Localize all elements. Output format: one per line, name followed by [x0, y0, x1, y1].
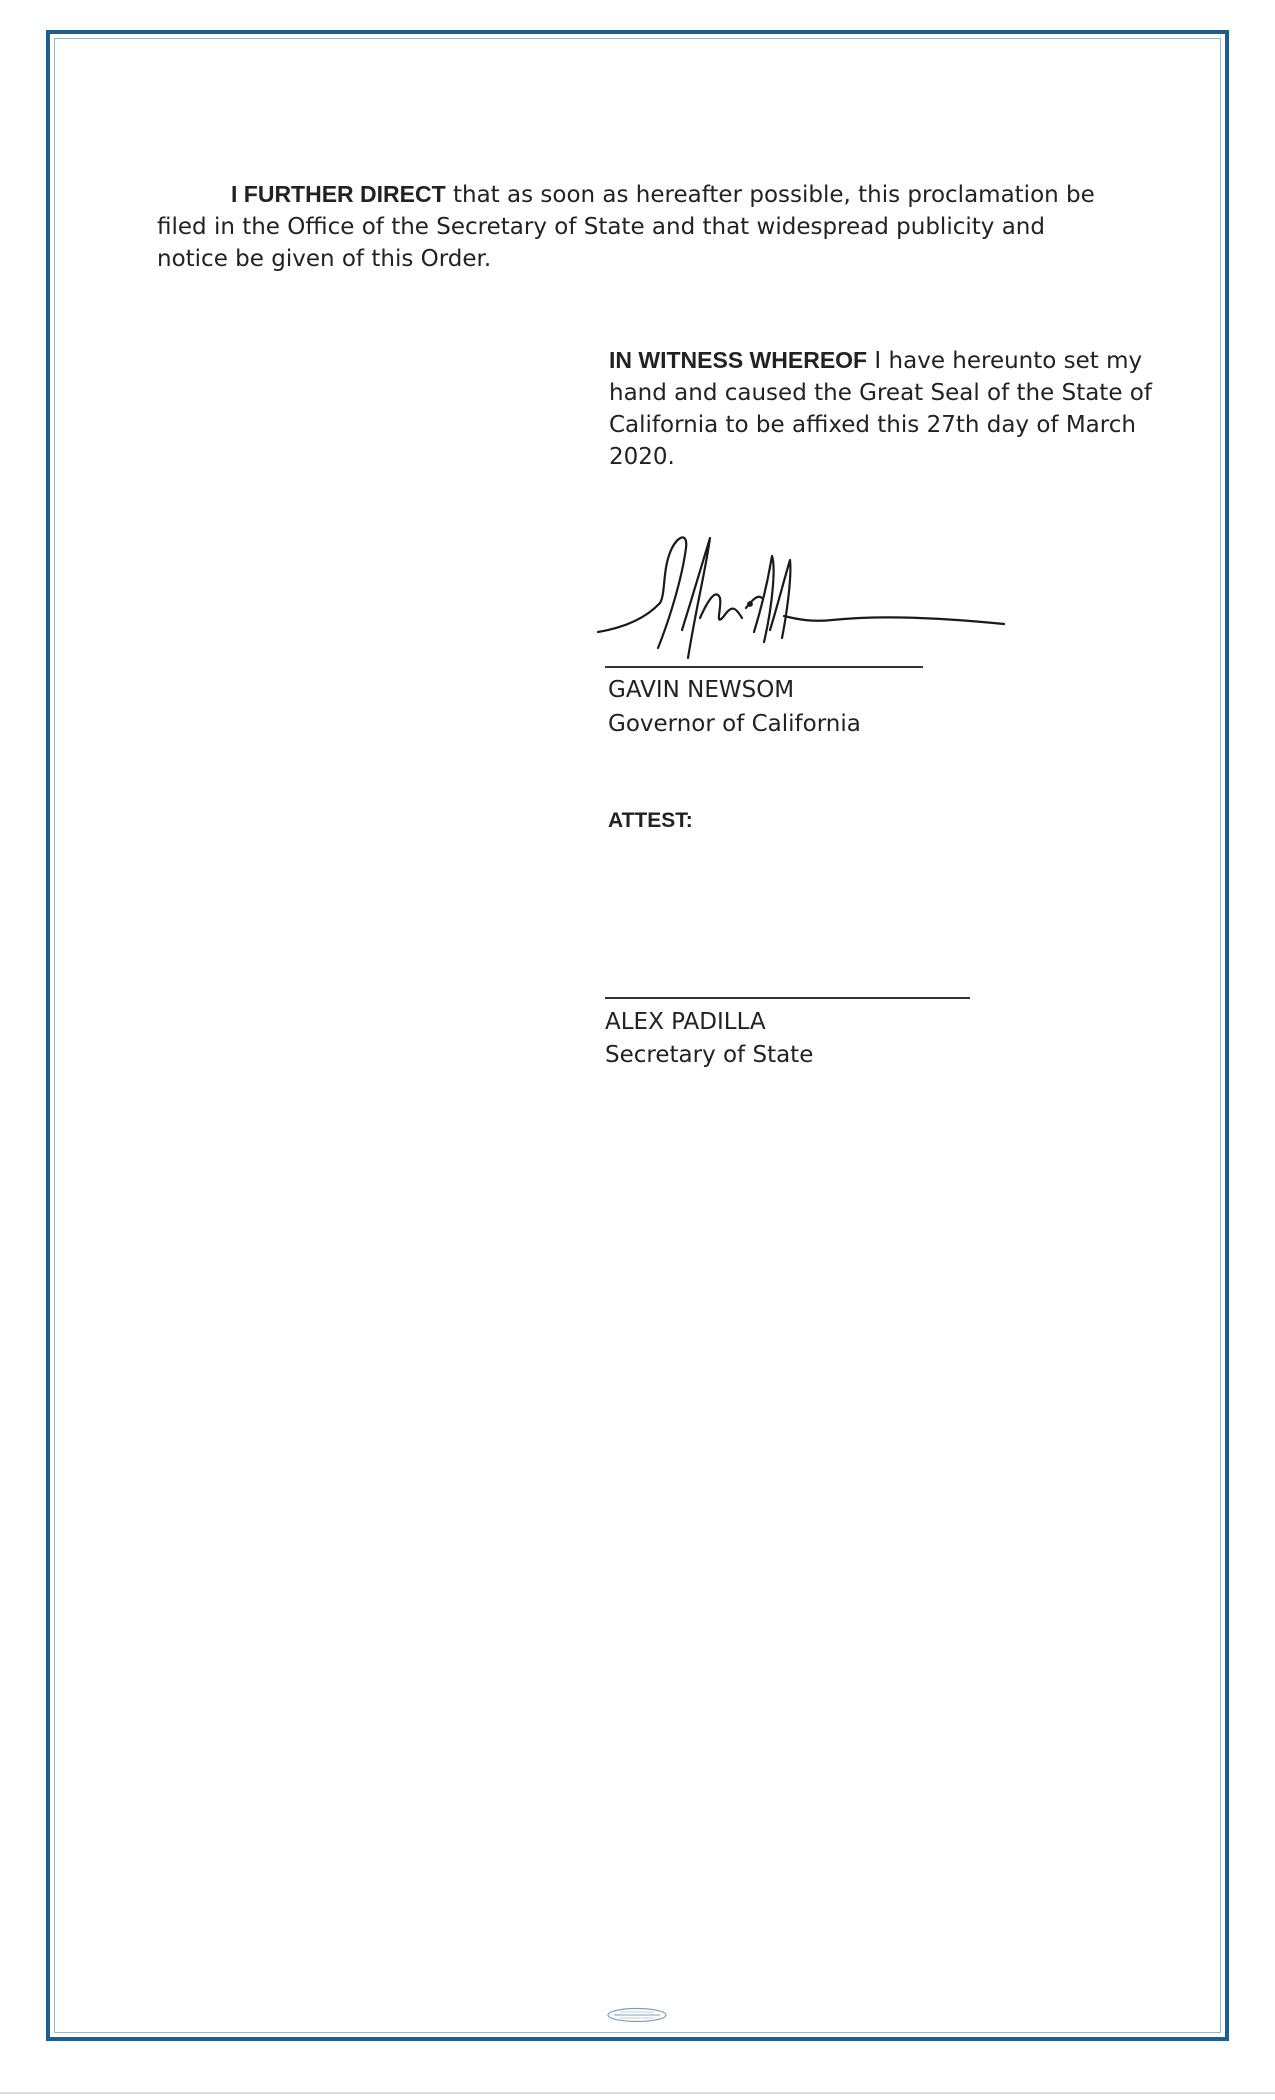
governor-signature-line — [605, 666, 923, 668]
page-edge-shadow — [0, 2092, 1275, 2094]
governor-signature-icon — [592, 508, 1012, 668]
further-direct-body: that as soon as hereafter possible, this proclamation be filed in the Office of the Secretary of State and that widespread publicity and notice be given of this Order. — [157, 182, 1095, 272]
further-direct-heading: I FURTHER DIRECT — [231, 181, 446, 207]
printer-union-mark-icon — [606, 2007, 668, 2023]
secretary-title: Secretary of State — [605, 1042, 814, 1068]
secretary-name: ALEX PADILLA — [605, 1009, 766, 1035]
governor-title: Governor of California — [608, 711, 861, 737]
secretary-signature-line — [605, 997, 970, 999]
witness-paragraph — [609, 344, 1169, 473]
attest-label: ATTEST: — [608, 809, 693, 832]
witness-heading: IN WITNESS WHEREOF — [609, 347, 868, 373]
governor-name: GAVIN NEWSOM — [608, 677, 795, 703]
further-direct-paragraph — [157, 178, 1117, 275]
witness-body: I have hereunto set my hand and caused the Great Seal of the State of California to be affixed this 27th day of March 2020. — [609, 348, 1152, 470]
